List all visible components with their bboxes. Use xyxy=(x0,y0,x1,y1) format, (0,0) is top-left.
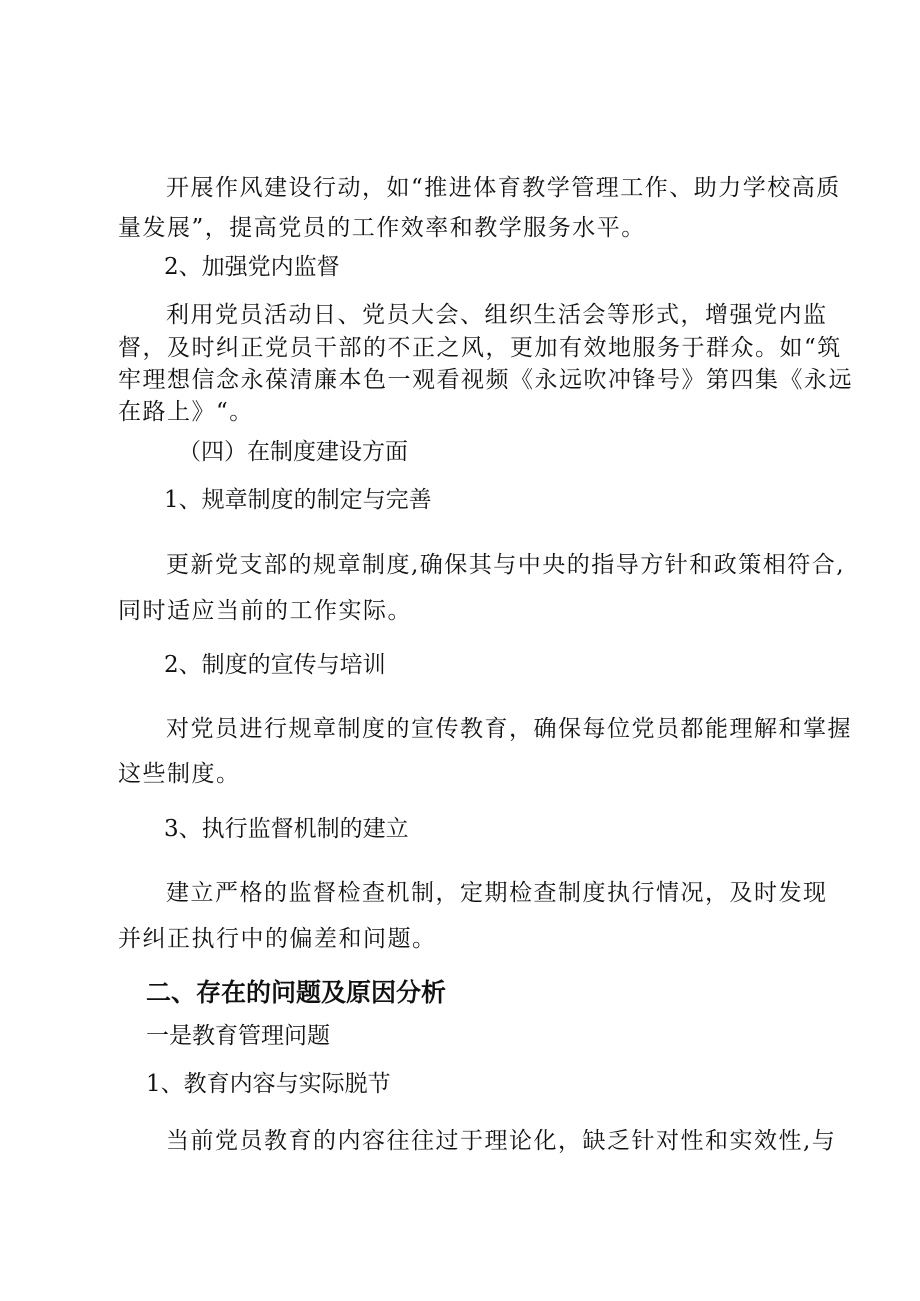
paragraph-line: 对党员进行规章制度的宣传教育，确保每位党员都能理解和掌握 xyxy=(166,716,852,742)
subheading: 3、执行监督机制的建立 xyxy=(164,816,409,842)
paragraph-line: 开展作风建设行动，如“推进体育教学管理工作、助力学校高质 xyxy=(166,175,841,201)
paragraph-line: 在路上》“。 xyxy=(118,399,254,425)
paragraph-line: 利用党员活动日、党员大会、组织生活会等形式，增强党内监 xyxy=(166,302,828,328)
subheading: 1、教育内容与实际脱节 xyxy=(146,1071,391,1097)
paragraph-line: 牢理想信念永葆清廉本色一观看视频《永远吹冲锋号》第四集《永远 xyxy=(118,367,853,393)
paragraph-line: 量发展”，提高党员的工作效率和教学服务水平。 xyxy=(118,215,646,241)
subheading: 一是教育管理问题 xyxy=(146,1023,330,1049)
paragraph-line: 建立严格的监督检查机制，定期检查制度执行情况，及时发现 xyxy=(166,880,828,906)
subheading: 1、规章制度的制定与完善 xyxy=(164,487,432,513)
paragraph-line: 当前党员教育的内容往往过于理论化，缺乏针对性和实效性,与 xyxy=(166,1128,837,1154)
paragraph-line: 更新党支部的规章制度,确保其与中央的指导方针和政策相符合, xyxy=(166,552,846,578)
paragraph-line: 督，及时纠正党员干部的不正之风，更加有效地服务于群众。如“筑 xyxy=(118,335,842,361)
part-title: 二、存在的问题及原因分析 xyxy=(146,978,447,1007)
subheading: 2、制度的宣传与培训 xyxy=(164,652,386,678)
section-title: （四）在制度建设方面 xyxy=(178,439,408,465)
subheading: 2、加强党内监督 xyxy=(164,254,340,280)
paragraph-line: 并纠正执行中的偏差和问题。 xyxy=(118,926,437,952)
paragraph-line: 同时适应当前的工作实际。 xyxy=(118,598,412,624)
paragraph-line: 这些制度。 xyxy=(118,761,241,787)
